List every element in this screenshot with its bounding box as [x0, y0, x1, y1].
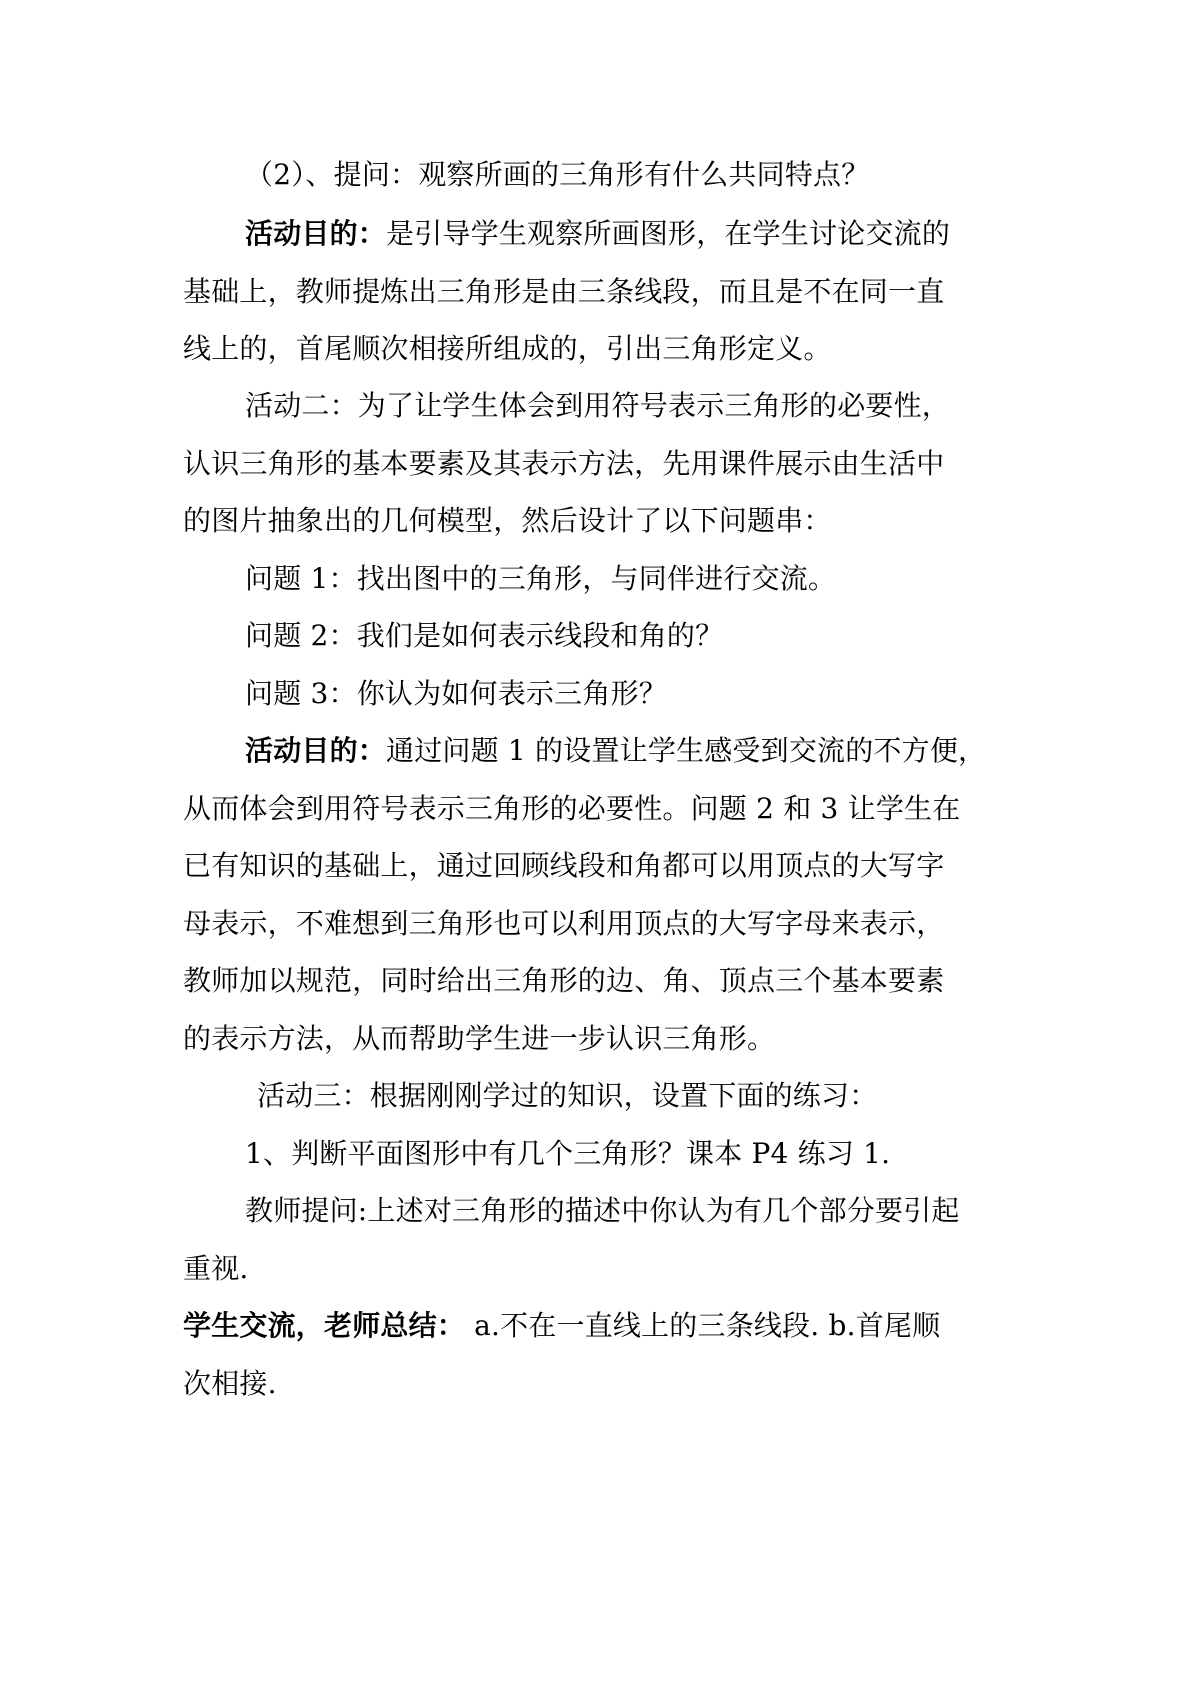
text-line: 重视.	[183, 1252, 249, 1285]
text-line: 基础上，教师提炼出三角形是由三条线段，而且是不在同一直	[183, 275, 945, 308]
text-line-activity-purpose-2	[245, 731, 1065, 771]
text-line: 教师加以规范，同时给出三角形的边、角、顶点三个基本要素	[183, 964, 945, 997]
text-line-problem-2: 问题 2：我们是如何表示线段和角的？	[245, 619, 724, 652]
text-line: 次相接.	[183, 1367, 277, 1400]
text-line: 已有知识的基础上，通过回顾线段和角都可以用顶点的大写字	[183, 849, 945, 882]
summary-label: 学生交流，老师总结：	[183, 1309, 466, 1342]
text-line-problem-1: 问题 1：找出图中的三角形，与同伴进行交流。	[245, 562, 837, 595]
text-line-activity-2: 活动二：为了让学生体会到用符号表示三角形的必要性，	[245, 389, 951, 422]
text-line-activity-3: 活动三：根据刚刚学过的知识，设置下面的练习：	[257, 1079, 878, 1112]
text-line-activity-purpose-1	[245, 214, 1065, 254]
activity-purpose-label: 活动目的：	[245, 217, 387, 250]
text-line-exercise-1: 1、判断平面图形中有几个三角形？课本 P4 练习 1.	[245, 1137, 891, 1170]
text-line: 母表示，不难想到三角形也可以利用顶点的大写字母来表示，	[183, 907, 945, 940]
text-line-summary	[183, 1306, 1053, 1346]
text-line: 认识三角形的基本要素及其表示方法，先用课件展示由生活中	[183, 447, 945, 480]
text-line: 的表示方法，从而帮助学生进一步认识三角形。	[183, 1022, 776, 1055]
text-line-problem-3: 问题 3：你认为如何表示三角形？	[245, 677, 667, 710]
summary-text: a.不在一直线上的三条线段. b.首尾顺	[465, 1309, 941, 1342]
text-line: 线上的，首尾顺次相接所组成的，引出三角形定义。	[183, 332, 832, 365]
activity-purpose-label: 活动目的：	[245, 734, 387, 767]
text-line: 的图片抽象出的几何模型，然后设计了以下问题串：	[183, 504, 832, 537]
text-line-question-2: （2）、提问：观察所画的三角形有什么共同特点？	[245, 158, 870, 191]
activity-purpose-text: 是引导学生观察所画图形，在学生讨论交流的	[386, 217, 951, 250]
activity-purpose-text: 通过问题 1 的设置让学生感受到交流的不方便，	[386, 734, 987, 767]
text-line: 从而体会到用符号表示三角形的必要性。问题 2 和 3 让学生在	[183, 792, 961, 825]
text-line-teacher-question: 教师提问:上述对三角形的描述中你认为有几个部分要引起	[245, 1194, 960, 1227]
